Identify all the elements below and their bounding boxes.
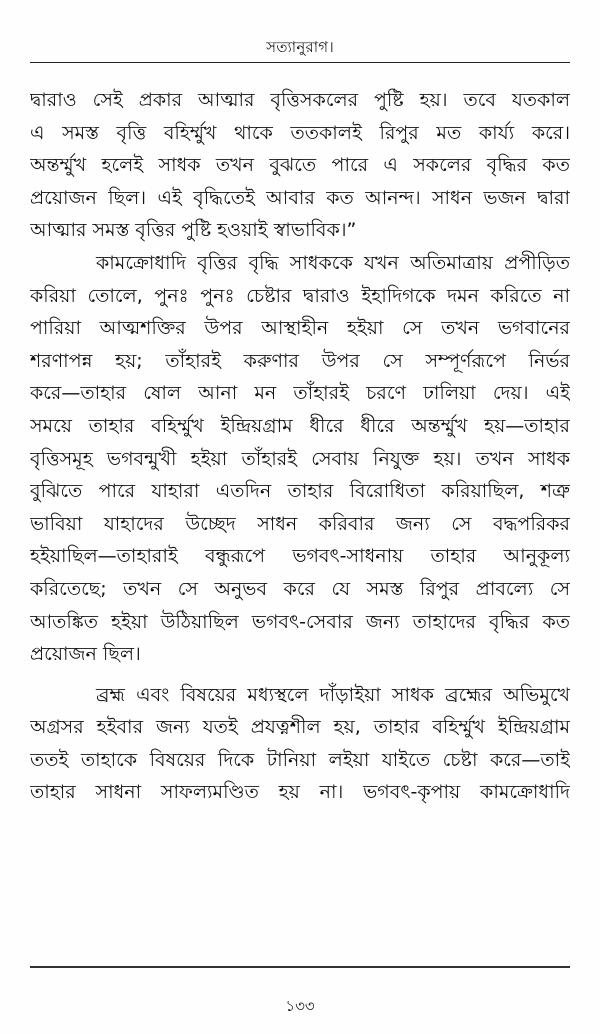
text-line: তাহার সাধনা সাফল্যমণ্ডিত হয় না। ভগবৎ-কৃপায় কামক্রোধাদি: [30, 781, 570, 804]
text-line: ব্রহ্ম এবং বিষয়ের মধ্যস্থলে দাঁড়াইয়া সাধক ব্রহ্মের অভিমুখে: [96, 683, 570, 706]
text-line: এ সমস্ত বৃত্তি বহির্ম্মুখ থাকে ততকালই রিপুর মত কার্য্য করে।: [30, 121, 570, 144]
paragraph-2: [30, 247, 570, 671]
text-line: সময়ে তাহার বহির্ম্মুখ ইন্দ্রিয়গ্রাম ধীরে ধীরে অন্তর্ম্মুখ হয়—তাহার: [30, 414, 570, 437]
text-line: পারিয়া আত্মশক্তির উপর আস্থাহীন হইয়া সে তখন ভগবানের: [30, 317, 570, 340]
page-number: ১৩৩: [285, 997, 315, 1015]
text-line: বুঝিতে পারে যাহারা এতদিন তাহার বিরোধিতা করিয়াছিল, শত্রু: [30, 480, 570, 503]
text-line: করিতেছে; তখন সে অনুভব করে যে সমস্ত রিপুর প্রাবল্যে সে: [30, 577, 570, 600]
paragraph-3: [30, 679, 570, 809]
text-line: করিয়া তোলে, পুনঃ পুনঃ চেষ্টার দ্বারাও ইহাদিগকে দমন করিতে না: [30, 284, 570, 307]
text-line: ততই তাহাকে বিষয়ের দিকে টানিয়া লইয়া যাইতে চেষ্টা করে—তাই: [30, 748, 570, 771]
body-text: [30, 84, 570, 809]
paragraph-spacer: [30, 671, 570, 679]
text-line: কামক্রোধাদি বৃত্তির বৃদ্ধি সাধককে যখন অতিমাত্রায় প্রপীড়িত: [96, 251, 570, 274]
text-line: অগ্রসর হইবার জন্য যতই প্রযত্নশীল হয়, তাহার বহির্ম্মুখ ইন্দ্রিয়গ্রাম: [30, 716, 570, 739]
text-line: প্রয়োজন ছিল।: [30, 643, 141, 666]
text-line: দ্বারাও সেই প্রকার আত্মার বৃত্তিসকলের পুষ্টি হয়। তবে যতকাল: [30, 89, 570, 111]
text-line: ভাবিয়া যাহাদের উচ্ছেদ সাধন করিবার জন্য সে বদ্ধপরিকর: [30, 512, 570, 535]
running-head: সত্যানুরাগ।: [266, 38, 334, 56]
text-line: প্রয়োজন ছিল। এই বৃদ্ধিতেই আবার কত আনন্দ। সাধন ভজন দ্বারা: [30, 186, 570, 209]
text-line: আতঙ্কিত হইয়া উঠিয়াছিল ভগবৎ-সেবার জন্য তাহাদের বৃদ্ধির কত: [30, 610, 570, 633]
text-line: আত্মার সমস্ত বৃত্তির পুষ্টি হওয়াই স্বাভাবিক।”: [30, 219, 357, 242]
text-line: অন্তর্ম্মুখ হলেই সাধক তখন বুঝতে পারে এ সকলের বৃদ্ধির কত: [30, 154, 570, 177]
text-line: করে—তাহার ষোল আনা মন তাঁহারই চরণে ঢালিয়া দেয়। এই: [30, 382, 570, 405]
text-line: শরণাপন্ন হয়; তাঁহারই করুণার উপর সে সম্পূর্ণরূপে নির্ভর: [30, 349, 570, 372]
text-line: হইয়াছিল—তাহারাই বন্ধুরূপে ভগবৎ-সাধনায় তাহার আনুকূল্য: [30, 545, 570, 568]
paragraph-1: [30, 84, 570, 247]
header-rule: [30, 62, 570, 63]
text-line: বৃত্তিসমূহ ভগবন্মুখী হইয়া তাঁহারই সেবায় নিযুক্ত হয়। তখন সাধক: [30, 447, 570, 470]
footer-rule: [30, 966, 570, 968]
